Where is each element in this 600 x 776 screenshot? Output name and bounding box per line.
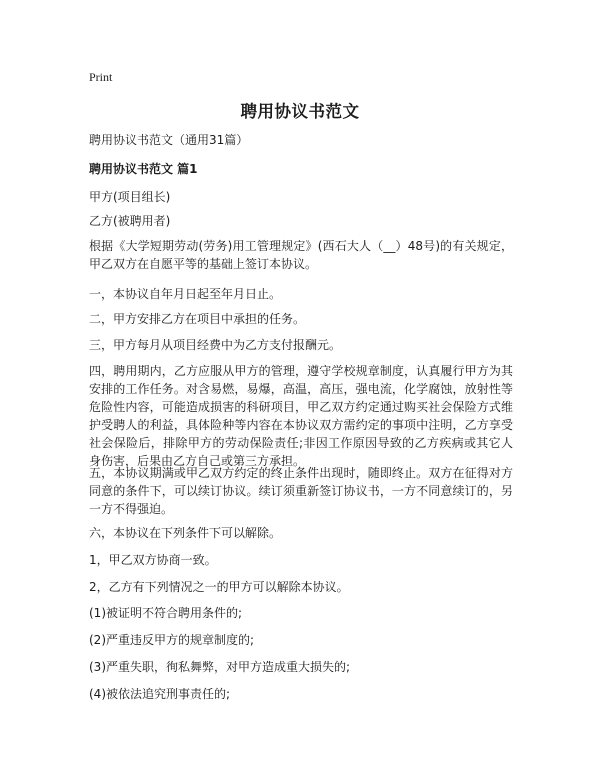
print-link[interactable]: Print — [89, 70, 113, 84]
section-heading: 聘用协议书范文 篇1 — [89, 162, 198, 176]
paragraph-item-2: 2，乙方有下列情况之一的甲方可以解除本协议。 — [89, 580, 349, 594]
paragraph-party-b: 乙方(被聘用者) — [89, 214, 171, 228]
paragraph-sub-3: (3)严重失职，徇私舞弊，对甲方造成重大损失的; — [89, 660, 351, 674]
paragraph-clause-2: 二，甲方安排乙方在项目中承担的任务。 — [89, 312, 306, 326]
paragraph-sub-2: (2)严重违反甲方的规章制度的; — [89, 633, 255, 647]
paragraph-sub-4: (4)被依法追究刑事责任的; — [89, 687, 231, 701]
paragraph-sub-1: (1)被证明不符合聘用条件的; — [89, 606, 243, 620]
paragraph-preamble: 根据《大学短期劳动(劳务)用工管理规定》(西石大人（__）48号)的有关规定，甲乙双方在自愿平等的基础上签订本协议。 — [89, 239, 513, 271]
paragraph-clause-6: 六，本协议在下列条件下可以解除。 — [89, 526, 282, 540]
paragraph-clause-1: 一，本协议自年月日起至年月日止。 — [89, 287, 282, 301]
document-subtitle: 聘用协议书范文（通用31篇） — [89, 133, 249, 147]
paragraph-clause-4: 四，聘用期内，乙方应服从甲方的管理，遵守学校规章制度，认真履行甲方为其安排的工作任务。对含易燃，易爆，高温，高压，强电流，化学腐蚀，放射性等危险性内容，可能造成损害的科研项目，甲乙双方约定通过购买社会保险方式维护受聘人的利益，具体险种等内容在本协议双方需约定的事项中注明，乙方享受社会保险后，排除甲方的劳动保险责任;非因工作原因导致的乙方疾病或其它人身伤害，后果由乙方自己或第三方承担。 — [89, 364, 513, 468]
paragraph-clause-5: 五，本协议期满或甲乙双方约定的终止条件出现时，随即终止。双方在征得对方同意的条件下，可以续订协议。续订须重新签订协议书，一方不同意续订的，另一方不得强迫。 — [89, 466, 513, 516]
paragraph-party-a: 甲方(项目组长) — [89, 190, 171, 204]
paragraph-clause-3: 三，甲方每月从项目经费中为乙方支付报酬元。 — [89, 338, 342, 352]
paragraph-item-1: 1，甲乙双方协商一致。 — [89, 553, 217, 567]
document-title: 聘用协议书范文 — [240, 102, 360, 121]
